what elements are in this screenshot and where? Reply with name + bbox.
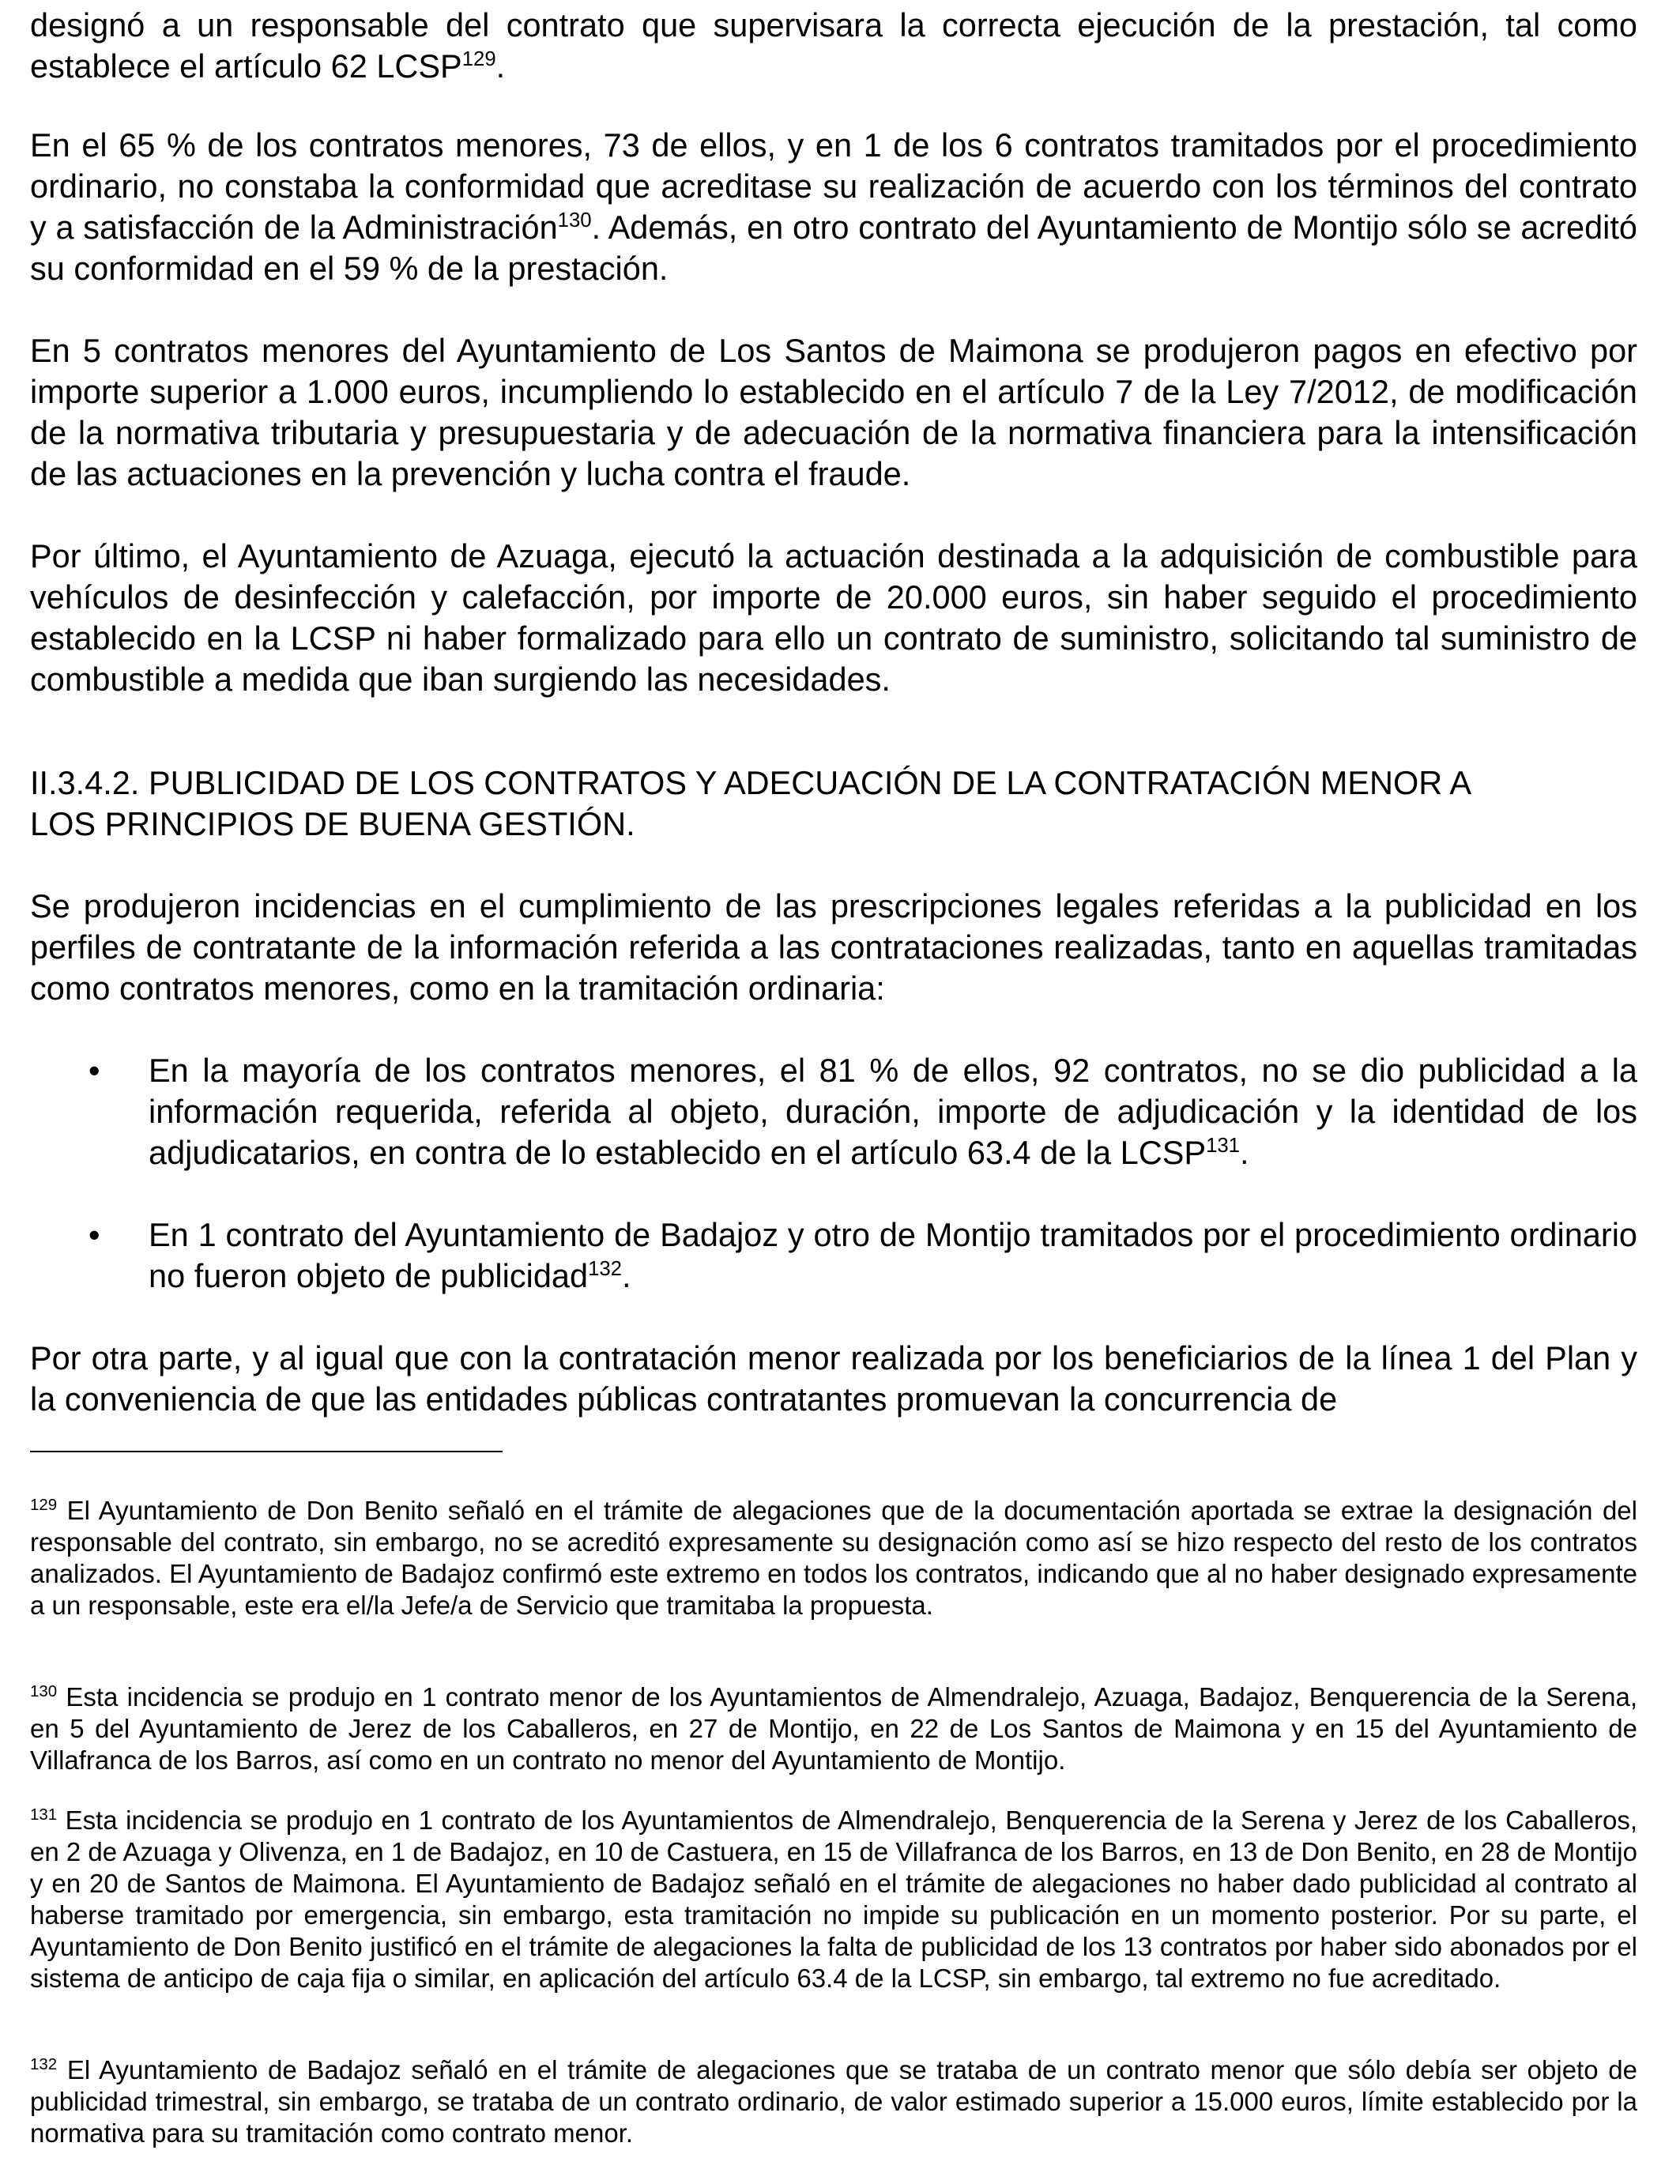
paragraph-azuaga-combustible — [30, 536, 1637, 700]
footnote-number: 130 — [30, 1682, 58, 1700]
footnote-ref-130[interactable]: 130 — [557, 209, 592, 232]
footnote-ref-129[interactable]: 129 — [461, 48, 496, 71]
paragraph-responsable-contrato: designó a un responsable del contrato que supervisara la correcta ejecución de la prestación, tal como establece el artículo 62 LCSP$^{129}$. — [30, 6, 1637, 85]
paragraph-concurrencia — [30, 1338, 1637, 1420]
paragraph-incidencias-publicidad — [30, 886, 1637, 1009]
footnote-ref-132[interactable]: 132 — [588, 1258, 622, 1281]
section-heading-line-2: LOS PRINCIPIOS DE BUENA GESTIÓN. — [30, 805, 635, 842]
section-heading — [30, 763, 1637, 845]
paragraph-text: En el 65 % de los contratos menores, 73 de ellos, y en 1 de los 6 contratos tramitados por el procedimiento ordinario, no constaba la conformidad que acreditase su realización de acuerdo con los términos del contrato y a satisfacción de la Administración — [30, 126, 1637, 246]
footnote-ref-131[interactable]: 131 — [1206, 1135, 1240, 1158]
section-heading-line-1: II.3.4.2. PUBLICIDAD DE LOS CONTRATOS Y ADECUACIÓN DE LA CONTRATACIÓN MENOR A — [30, 764, 1472, 801]
paragraph-text: En 5 contratos menores del Ayuntamiento de Los Santos de Maimona se produjeron pagos en efectivo por importe superior a 1.000 euros, incumpliendo lo establecido en el artículo 7 de la Ley 7/2012, de modificación de la normativa tributaria y presupuestaria y de adecuación de la normativa financiera para la intensificación de las actuaciones en la prevención y lucha contra el fraude. — [30, 332, 1637, 492]
document-page — [30, 0, 1637, 2184]
paragraph-text: Por otra parte, y al igual que con la contratación menor realizada por los beneficiarios de la línea 1 del Plan y la conveniencia de que las entidades públicas contratantes promuevan la concurrencia de — [30, 1339, 1637, 1418]
footnote-130 — [30, 1681, 1637, 1776]
footnote-text: Esta incidencia se produjo en 1 contrato de los Ayuntamientos de Almendralejo, Benquerencia de la Serena y Jerez de los Caballeros, en 2 de Azuaga y Olivenza, en 1 de Badajoz, en 10 de Castuera, en 15 de Villafranca de los Barros, en 13 de Don Benito, en 28 de Montijo y en 20 de Santos de Maimona. El Ayuntamiento de Badajoz señaló en el trámite de alegaciones no haber dado publicidad al contrato al haberse tramitado por emergencia, sin embargo, esta tramitación no impide su publicación en un momento posterior. Por su parte, el Ayuntamiento de Don Benito justificó en el trámite de alegaciones la falta de publicidad de los 13 contratos por haber sido abonados por el sistema de anticipo de caja fija o similar, en aplicación del artículo 63.4 de la LCSP, sin embargo, tal extremo no fue acreditado. — [30, 1806, 1637, 1993]
bullet-icon: • — [89, 1216, 100, 1253]
paragraph-pagos-efectivo — [30, 330, 1637, 495]
paragraph-text: Por último, el Ayuntamiento de Azuaga, ejecutó la actuación destinada a la adquisición de combustible para vehículos de desinfección y calefacción, por importe de 20.000 euros, sin haber seguido el procedimiento establecido en la LCSP ni haber formalizado para ello un contrato de suministro, solicitando tal suministro de combustible a medida que iban surgiendo las necesidades. — [30, 537, 1637, 698]
footnote-132 — [30, 2054, 1637, 2149]
footnote-number: 129 — [30, 1496, 58, 1514]
paragraph-conformidad — [30, 125, 1637, 289]
list-item-text: En la mayoría de los contratos menores, el 81 % de ellos, 92 contratos, no se dio publicidad a la información requerida, referida al objeto, duración, importe de adjudicación y la identidad de los adjudicatarios, en contra de lo establecido en el artículo 63.4 de la LCSP$^{131}$. — [149, 1052, 1637, 1171]
paragraph-text: Se produjeron incidencias en el cumplimiento de las prescripciones legales referidas a la publicidad en los perfiles de contratante de la información referida a las contrataciones realizadas, tanto en aquellas tramitadas como contratos menores, como en la tramitación ordinaria: — [30, 887, 1637, 1007]
bullet-icon: • — [89, 1052, 100, 1089]
paragraph-text-continued: . Además, en otro contrato del Ayuntamiento de Montijo sólo se acreditó su conformidad en el 59 % de la prestación. — [30, 209, 1637, 287]
footnote-number: 131 — [30, 1806, 58, 1824]
footnote-129 — [30, 1495, 1637, 1621]
footnote-131 — [30, 1805, 1637, 1994]
footnote-number: 132 — [30, 2055, 58, 2073]
footnote-separator — [30, 1451, 503, 1452]
paragraph-text: designó a un responsable del contrato que supervisara la correcta ejecución de la prestación, tal como establece el artículo 62 LCSP — [30, 6, 1637, 85]
footnote-text: El Ayuntamiento de Don Benito señaló en el trámite de alegaciones que de la documentación aportada se extrae la designación del responsable del contrato, sin embargo, no se acreditó expresamente su designación como así se hizo respecto del resto de los contratos analizados. El Ayuntamiento de Badajoz confirmó este extremo en todos los contratos, indicando que al no haber designado expresamente a un responsable, este era el/la Jefe/a de Servicio que tramitaba la propuesta. — [30, 1496, 1637, 1620]
footnote-text: Esta incidencia se produjo en 1 contrato menor de los Ayuntamientos de Almendralejo, Azuaga, Badajoz, Benquerencia de la Serena, en 5 del Ayuntamiento de Jerez de los Caballeros, en 27 de Montijo, en 22 de Los Santos de Maimona y en 15 del Ayuntamiento de Villafranca de los Barros, así como en un contrato no menor del Ayuntamiento de Montijo. — [30, 1682, 1637, 1775]
list-item-text: En 1 contrato del Ayuntamiento de Badajoz y otro de Montijo tramitados por el procedimiento ordinario no fueron objeto de publicidad$^{132}$. — [149, 1216, 1637, 1294]
footnote-text: El Ayuntamiento de Badajoz señaló en el trámite de alegaciones que se trataba de un contrato menor que sólo debía ser objeto de publicidad trimestral, sin embargo, se trataba de un contrato ordinario, de valor estimado superior a 15.000 euros, límite establecido por la normativa para su tramitación como contrato menor. — [30, 2055, 1637, 2148]
